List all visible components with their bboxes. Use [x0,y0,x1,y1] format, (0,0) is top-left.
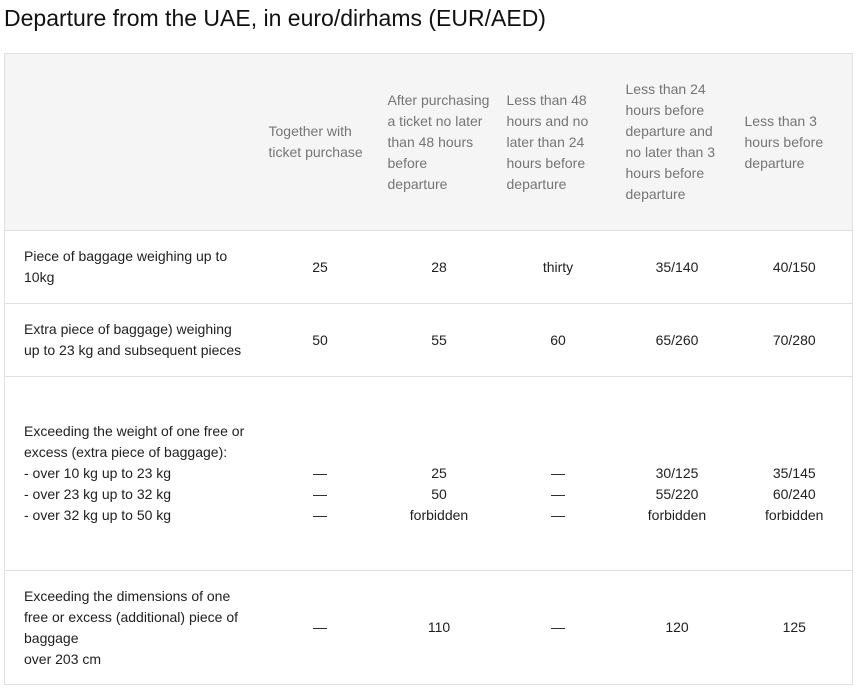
table-cell [618,571,737,685]
table-cell [737,571,853,685]
table-cell [261,377,380,571]
table-cell [499,304,618,377]
cell-value: 60/240 [772,486,816,502]
table-header-row [5,54,853,231]
cell-value: — [551,465,565,481]
cell-value-stack [741,421,849,526]
row-label-line: Exceeding the dimensions of one free or excess (additional) piece of baggage [24,587,238,646]
table-cell [261,571,380,685]
table-cell [618,304,737,377]
cell-value-stack [503,421,614,526]
cell-value: 25 [312,258,328,275]
table-cell [499,231,618,304]
cell-value: — [313,619,327,635]
table-cell [380,231,499,304]
cell-value: 55 [431,331,447,348]
baggage-fees-table-container [4,53,852,685]
table-row [5,304,853,377]
header-cell-empty [5,54,261,231]
cell-value: 25 [431,465,447,481]
cell-value: 35/145 [772,465,816,481]
cell-value: 65/260 [655,331,699,348]
cell-value-stack [384,421,495,526]
cell-value: 50 [312,331,328,348]
cell-value: 35/140 [655,258,699,275]
row-label-line: - over 32 kg up to 50 kg [24,507,172,523]
table-cell [618,231,737,304]
header-cell-together-with-ticket: Together with ticket purchase [268,123,363,160]
table-row [5,231,853,304]
table-cell [380,304,499,377]
header-cell-48h-to-24h: Less than 48 hours and no later than 24 hours before departure [506,91,589,192]
cell-value: — [551,486,565,502]
cell-value: 30/125 [655,465,699,481]
cell-value: forbidden [409,507,469,523]
row-label [5,377,261,571]
table-cell [499,377,618,571]
table-cell [737,231,853,304]
table-row [5,377,853,571]
cell-value-stack [265,421,376,526]
table-row [5,571,853,685]
cell-value: — [551,619,565,635]
cell-value: — [313,465,327,481]
cell-value: 55/220 [655,486,699,502]
cell-value: forbidden [765,507,824,523]
row-label-line: - over 23 kg up to 32 kg [24,486,172,502]
cell-value: 70/280 [772,331,816,348]
header-cell-24h-to-3h: Less than 24 hours before departure and no later than 3 hours before departure [625,81,716,202]
table-cell [380,571,499,685]
table-cell [380,377,499,571]
cell-value: 120 [665,619,689,635]
cell-value: 60 [550,331,566,348]
table-cell [261,231,380,304]
row-label-line: Piece of baggage weighing up to 10kg [24,248,228,285]
table-cell [499,571,618,685]
cell-value-stack [622,421,733,526]
row-label-line: Exceeding the weight of one free or excess (extra piece of baggage): [24,423,245,460]
cell-value: — [551,507,565,523]
row-label [5,231,261,304]
cell-value: forbidden [647,507,707,523]
table-cell [737,377,853,571]
cell-value: — [313,486,327,502]
row-label-line: Extra piece of baggage) weighing up to 23 kg and subsequent pieces [24,321,242,358]
cell-value: 50 [431,486,447,502]
header-cell-no-later-than-48h: After purchasing a ticket no later than 48 hours before departure [387,91,490,192]
header-cell-less-than-3h: Less than 3 hours before departure [744,112,824,171]
page-title: Departure from the UAE, in euro/dirhams (EUR/AED) [4,5,546,31]
cell-value: 110 [427,619,451,635]
cell-value: 125 [782,619,806,635]
table-cell [737,304,853,377]
baggage-fees-table [4,53,853,685]
row-label [5,304,261,377]
table-cell [618,377,737,571]
row-label [5,571,261,685]
row-label-line: - over 10 kg up to 23 kg [24,465,172,481]
row-label-line: over 203 cm [24,650,102,667]
table-cell [261,304,380,377]
cell-value: — [313,507,327,523]
cell-value: 28 [431,258,447,275]
cell-value: 40/150 [772,258,816,275]
cell-value: thirty [542,258,574,275]
